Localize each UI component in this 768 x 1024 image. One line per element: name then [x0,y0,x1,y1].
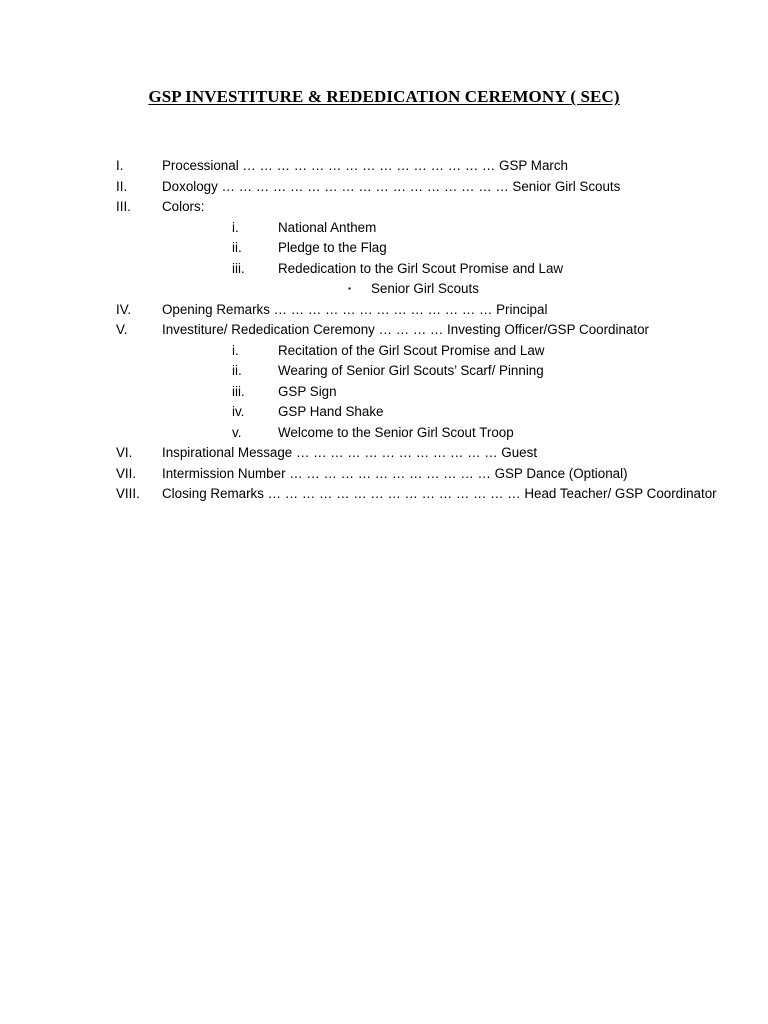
sub-list-item [0,238,768,259]
sub-list-item [0,361,768,382]
item-number: V. [116,322,128,337]
sub-list-item [0,341,768,362]
list-item [0,320,768,341]
sub-list-item [0,402,768,423]
item-number: VII. [116,465,137,481]
item-number: VI. [116,445,133,460]
list-item [0,177,768,198]
item-text: Closing Remarks … … … … … … … … … … … … … … … Head Teacher/ GSP Coordinator [162,486,717,501]
item-text: Welcome to the Senior Girl Scout Troop [278,424,514,440]
bullet-item [0,279,768,300]
sub-list-item [0,423,768,444]
item-number: VIII. [116,486,140,501]
item-text: GSP Hand Shake [278,404,384,419]
item-text: National Anthem [278,219,377,235]
item-number: iii. [232,260,245,276]
item-text: Processional … … … … … … … … … … … … … … … GSP March [162,158,569,173]
agenda-list [0,156,768,505]
item-text: Wearing of Senior Girl Scouts’ Scarf/ Pinning [278,363,544,378]
item-text: Senior Girl Scouts [371,281,479,296]
item-text: Investiture/ Rededication Ceremony … … … … Investing Officer/GSP Coordinator [162,322,649,337]
item-number: iv. [232,404,245,419]
list-item [0,443,768,464]
item-number: ii. [232,240,242,255]
sub-list-item [0,382,768,403]
list-item [0,484,768,505]
item-text: Rededication to the Girl Scout Promise and Law [278,260,564,276]
item-number: III. [116,199,131,214]
item-text: GSP Sign [278,383,337,399]
item-text: Colors: [162,199,205,214]
item-text: Opening Remarks … … … … … … … … … … … … … Principal [162,301,548,317]
item-number: IV. [116,301,132,317]
item-text: Doxology … … … … … … … … … … … … … … … … … Senior Girl Scouts [162,178,621,194]
sub-list-item [0,259,768,280]
document-title: GSP INVESTITURE & REDEDICATION CEREMONY ( SEC) [148,87,620,106]
item-text: Intermission Number … … … … … … … … … … … … GSP Dance (Optional) [162,465,628,481]
square-bullet-icon: ▪ [348,284,351,293]
item-number: i. [232,219,239,235]
item-number: II. [116,178,128,194]
item-number: i. [232,342,239,358]
item-number: v. [232,424,242,440]
list-item [0,197,768,218]
item-number: iii. [232,383,245,399]
item-text: Pledge to the Flag [278,240,387,255]
list-item [0,464,768,485]
item-number: ii. [232,363,242,378]
item-text: Inspirational Message … … … … … … … … … … … … Guest [162,445,538,460]
sub-list-item [0,218,768,239]
item-number: I. [116,158,124,173]
list-item [0,156,768,177]
item-text: Recitation of the Girl Scout Promise and Law [278,342,545,358]
list-item [0,300,768,321]
